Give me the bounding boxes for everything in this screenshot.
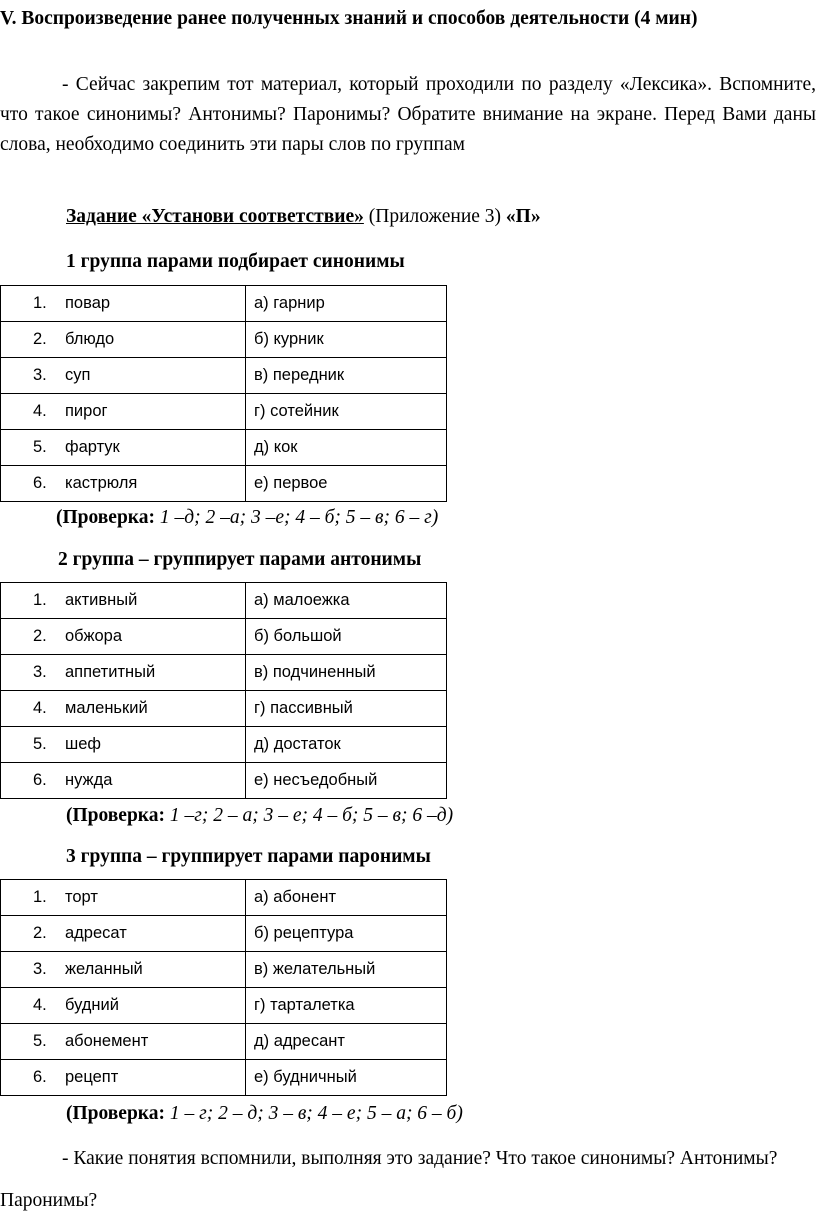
section-heading: V. Воспроизведение ранее полученных знаний и способов деятельности (4 мин)	[0, 8, 698, 29]
group-1-check: (Проверка: 1 –д; 2 –а; 3 –е; 4 – б; 5 – в; 6 – г)	[56, 507, 439, 528]
match-cell: б) рецептура	[246, 916, 447, 952]
match-cell: а) абонент	[246, 880, 447, 916]
match-cell: а) малоежка	[246, 583, 447, 619]
word-cell: 2. блюдо	[1, 322, 246, 358]
word-cell: 3. желанный	[1, 952, 246, 988]
match-cell: е) будничный	[246, 1060, 447, 1096]
table-row	[1, 394, 447, 430]
table-row	[1, 583, 447, 619]
table-row	[1, 691, 447, 727]
match-cell: г) пассивный	[246, 691, 447, 727]
word-cell: 6. кастрюля	[1, 466, 246, 502]
task-code: «П»	[505, 206, 541, 227]
match-cell: а) гарнир	[246, 286, 447, 322]
table-row	[1, 619, 447, 655]
table-row	[1, 430, 447, 466]
closing-questions: - Какие понятия вспомнили, выполняя это задание? Что такое синонимы? Антонимы? Паронимы?	[0, 1148, 778, 1211]
word-cell: 2. адресат	[1, 916, 246, 952]
match-cell: е) несъедобный	[246, 763, 447, 799]
match-cell: д) адресант	[246, 1024, 447, 1060]
table-row	[1, 1060, 447, 1096]
group-2-title: 2 группа – группирует парами антонимы	[58, 549, 422, 570]
table-row	[1, 655, 447, 691]
word-cell: 5. фартук	[1, 430, 246, 466]
table-row	[1, 988, 447, 1024]
word-cell: 6. нужда	[1, 763, 246, 799]
table-row	[1, 358, 447, 394]
task-line	[66, 202, 541, 232]
match-cell: е) первое	[246, 466, 447, 502]
word-cell: 5. абонемент	[1, 1024, 246, 1060]
word-cell: 5. шеф	[1, 727, 246, 763]
match-cell: г) тарталетка	[246, 988, 447, 1024]
match-cell: в) желательный	[246, 952, 447, 988]
match-cell: б) курник	[246, 322, 447, 358]
word-cell: 4. будний	[1, 988, 246, 1024]
group-2-table	[0, 582, 447, 799]
word-cell: 1. активный	[1, 583, 246, 619]
group-3-table	[0, 879, 447, 1096]
word-cell: 3. суп	[1, 358, 246, 394]
word-cell: 3. аппетитный	[1, 655, 246, 691]
group-2-check: (Проверка: 1 –г; 2 – а; 3 – е; 4 – б; 5 – в; 6 –д)	[66, 805, 454, 826]
word-cell: 4. маленький	[1, 691, 246, 727]
group-3-check: (Проверка: 1 – г; 2 – д; 3 – в; 4 – е; 5 – а; 6 – б)	[66, 1103, 463, 1124]
table-row	[1, 322, 447, 358]
table-row	[1, 466, 447, 502]
intro-paragraph: - Сейчас закрепим тот материал, который проходили по разделу «Лексика». Вспомните, что такое синонимы? Антонимы? Паронимы? Обратите внимание на экране. Перед Вами даны слова, необходимо соединить эти пары слов по группам	[0, 74, 816, 155]
match-cell: д) достаток	[246, 727, 447, 763]
task-appendix: (Приложение 3)	[363, 206, 506, 227]
group-3-title: 3 группа – группирует парами паронимы	[66, 846, 431, 867]
match-cell: в) передник	[246, 358, 447, 394]
match-cell: в) подчиненный	[246, 655, 447, 691]
match-cell: б) большой	[246, 619, 447, 655]
table-row	[1, 1024, 447, 1060]
match-cell: г) сотейник	[246, 394, 447, 430]
group-1-title: 1 группа парами подбирает синонимы	[66, 251, 405, 272]
word-cell: 6. рецепт	[1, 1060, 246, 1096]
table-row	[1, 880, 447, 916]
match-cell: д) кок	[246, 430, 447, 466]
word-cell: 1. торт	[1, 880, 246, 916]
word-cell: 4. пирог	[1, 394, 246, 430]
table-row	[1, 727, 447, 763]
table-row	[1, 286, 447, 322]
word-cell: 1. повар	[1, 286, 246, 322]
table-row	[1, 763, 447, 799]
group-1-table	[0, 285, 447, 502]
task-title: Задание «Установи соответствие»	[66, 206, 364, 227]
word-cell: 2. обжора	[1, 619, 246, 655]
table-row	[1, 952, 447, 988]
table-row	[1, 916, 447, 952]
